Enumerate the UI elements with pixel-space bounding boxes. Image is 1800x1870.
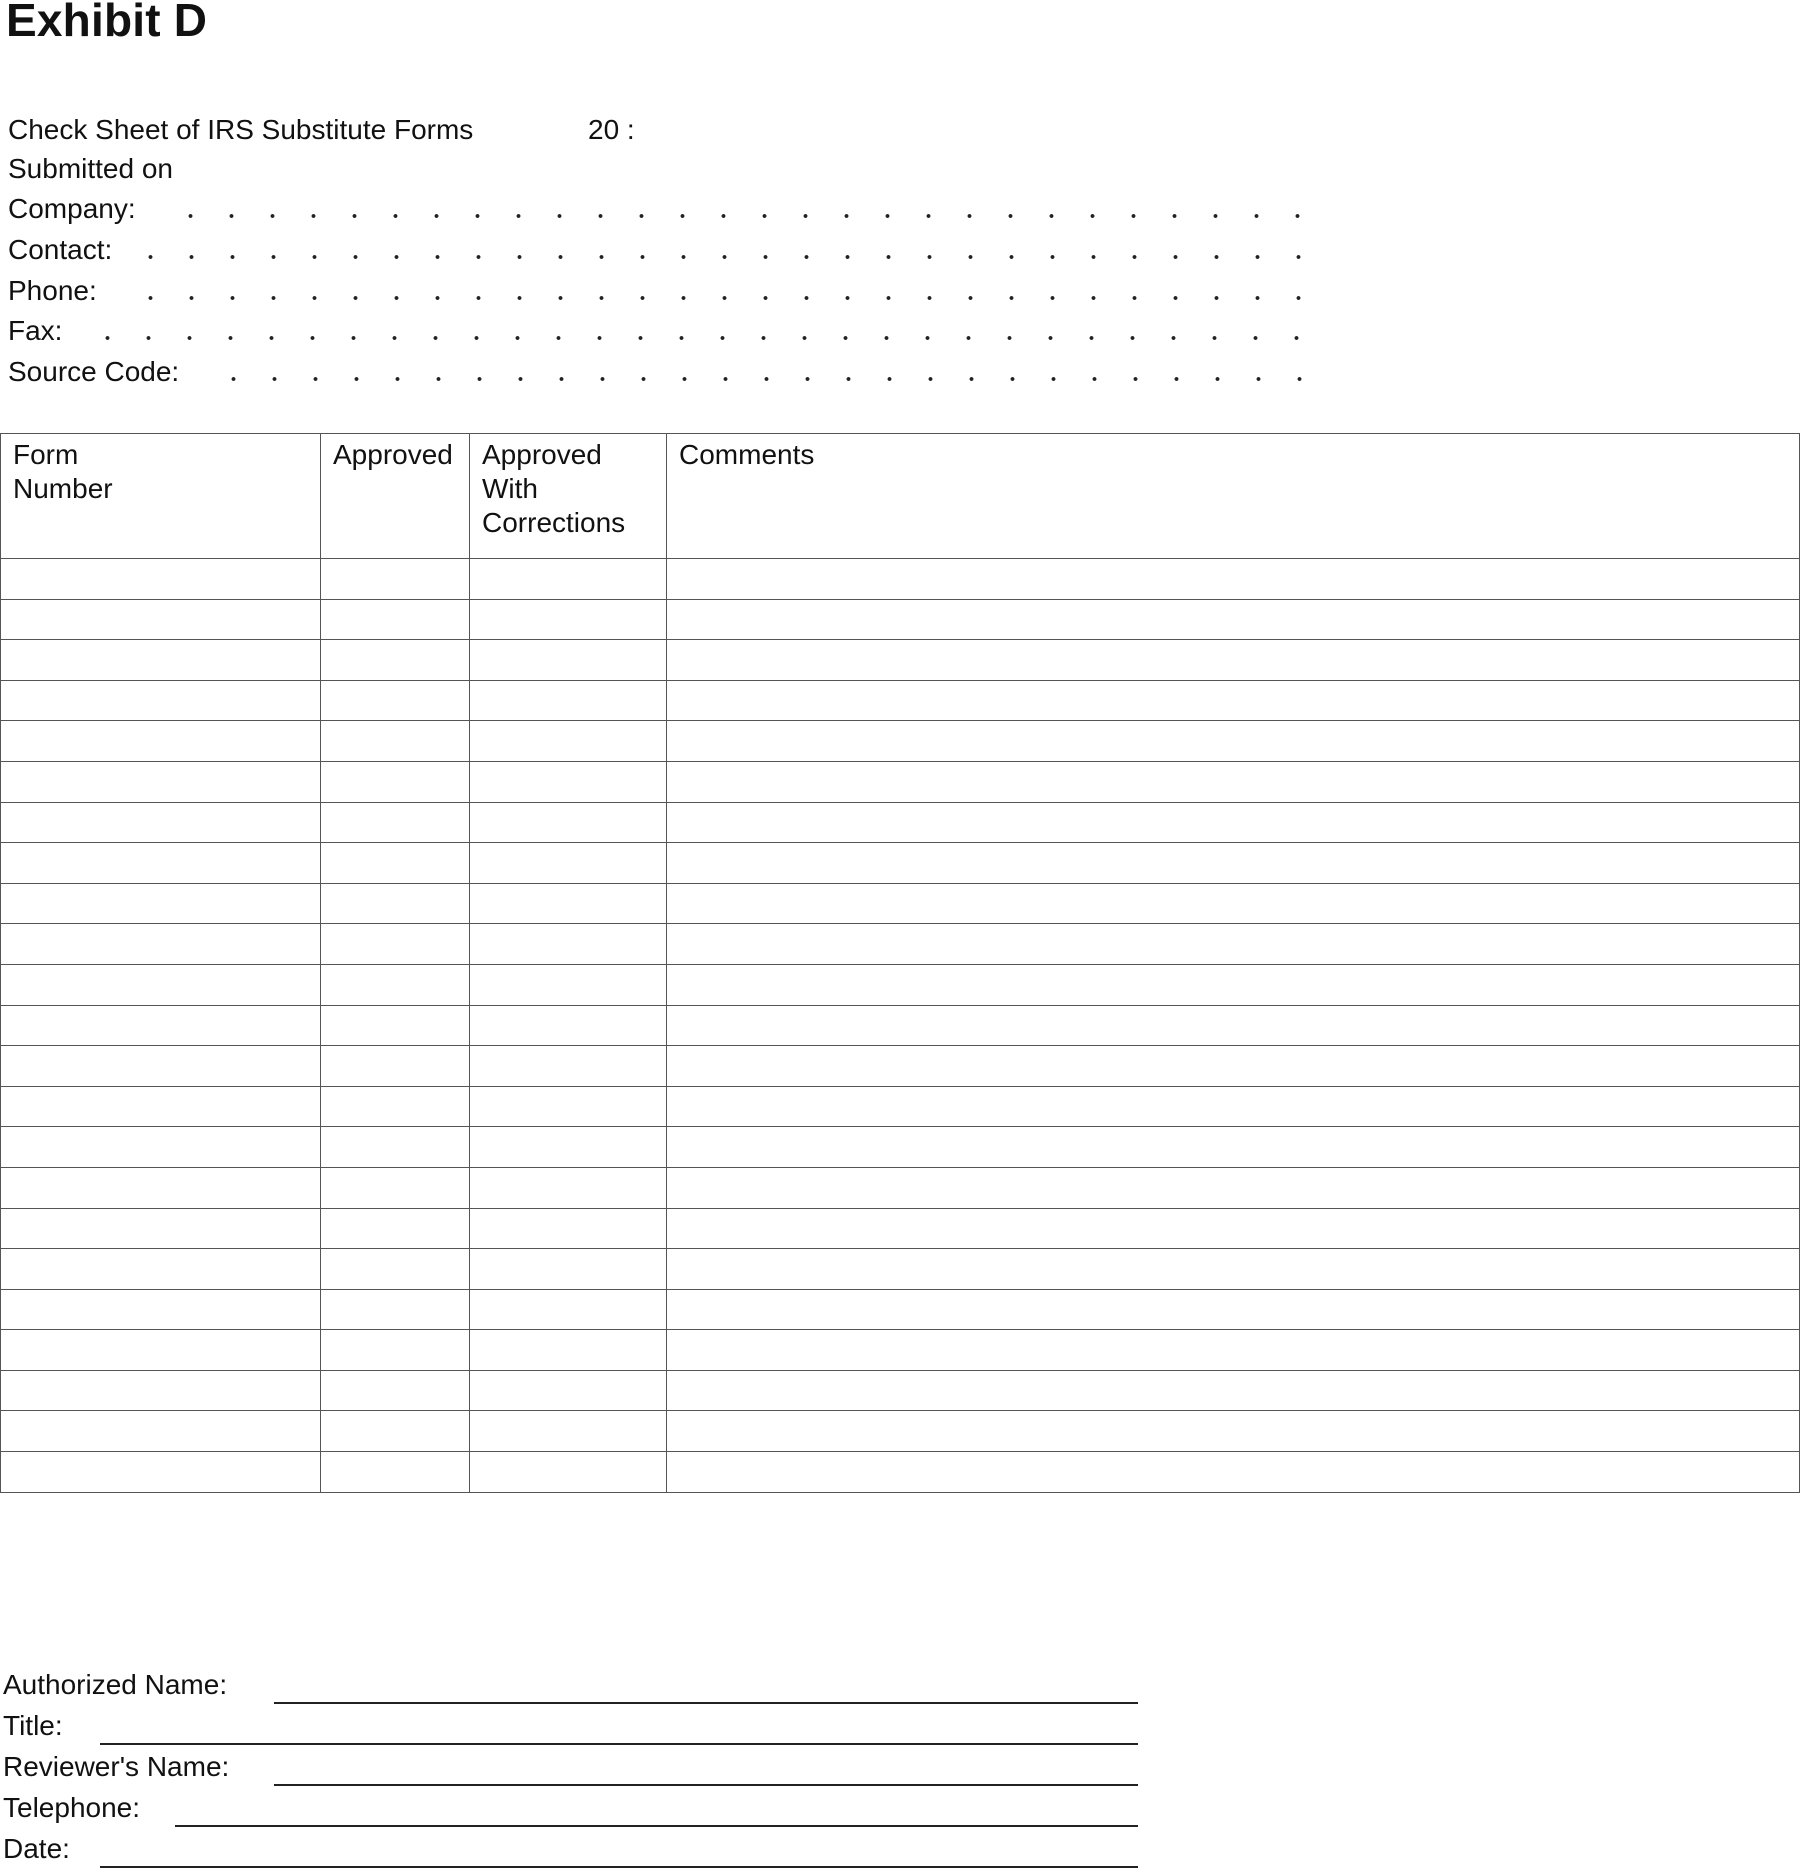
- authorized-name-signature-line[interactable]: [274, 1702, 1138, 1704]
- cell-approved-with-corrections[interactable]: [470, 1086, 667, 1127]
- table-row: [1, 843, 1800, 884]
- cell-comments[interactable]: [667, 559, 1800, 600]
- cell-approved[interactable]: [321, 1411, 470, 1452]
- document-title: Exhibit D: [6, 0, 208, 46]
- table-row: [1, 1046, 1800, 1087]
- cell-approved[interactable]: [321, 1289, 470, 1330]
- cell-form-number[interactable]: [1, 883, 321, 924]
- cell-approved[interactable]: [321, 1167, 470, 1208]
- check-sheet-label: Check Sheet of IRS Substitute Forms: [8, 114, 474, 145]
- telephone-label: Telephone:: [3, 1792, 141, 1823]
- cell-approved-with-corrections[interactable]: [470, 802, 667, 843]
- submitted-on-label: Submitted on: [8, 153, 173, 184]
- cell-approved[interactable]: [321, 924, 470, 965]
- cell-approved-with-corrections[interactable]: [470, 680, 667, 721]
- table-row: [1, 1452, 1800, 1493]
- table-row: [1, 640, 1800, 681]
- cell-comments[interactable]: [667, 1005, 1800, 1046]
- cell-approved-with-corrections[interactable]: [470, 1330, 667, 1371]
- table-row: [1, 883, 1800, 924]
- table-row: [1, 1249, 1800, 1290]
- cell-approved[interactable]: [321, 559, 470, 600]
- table-row: [1, 964, 1800, 1005]
- table-row: [1, 1289, 1800, 1330]
- table-row: [1, 802, 1800, 843]
- table-row: [1, 1167, 1800, 1208]
- cell-form-number[interactable]: [1, 1370, 321, 1411]
- cell-comments[interactable]: [667, 1208, 1800, 1249]
- cell-approved-with-corrections[interactable]: [470, 1046, 667, 1087]
- date-label: Date:: [3, 1833, 70, 1864]
- cell-comments[interactable]: [667, 1452, 1800, 1493]
- company-dotted-leader: [170, 213, 1305, 219]
- table-row: [1, 1127, 1800, 1168]
- cell-approved-with-corrections[interactable]: [470, 1208, 667, 1249]
- table-row: [1, 721, 1800, 762]
- table-row: [1, 1208, 1800, 1249]
- cell-comments[interactable]: [667, 640, 1800, 681]
- table-row: [1, 1005, 1800, 1046]
- column-header-approved: Approved: [321, 434, 470, 559]
- cell-form-number[interactable]: [1, 1005, 321, 1046]
- cell-comments[interactable]: [667, 1086, 1800, 1127]
- cell-approved[interactable]: [321, 1370, 470, 1411]
- cell-form-number[interactable]: [1, 1411, 321, 1452]
- phone-label: Phone:: [8, 275, 97, 306]
- cell-approved-with-corrections[interactable]: [470, 1370, 667, 1411]
- cell-comments[interactable]: [667, 924, 1800, 965]
- cell-form-number[interactable]: [1, 640, 321, 681]
- table-row: [1, 761, 1800, 802]
- cell-approved-with-corrections[interactable]: [470, 1249, 667, 1290]
- cell-form-number[interactable]: [1, 599, 321, 640]
- cell-approved-with-corrections[interactable]: [470, 761, 667, 802]
- cell-comments[interactable]: [667, 843, 1800, 884]
- cell-form-number[interactable]: [1, 802, 321, 843]
- cell-form-number[interactable]: [1, 1046, 321, 1087]
- cell-approved-with-corrections[interactable]: [470, 559, 667, 600]
- cell-form-number[interactable]: [1, 924, 321, 965]
- cell-approved-with-corrections[interactable]: [470, 721, 667, 762]
- column-header-comments: Comments: [667, 434, 1800, 559]
- contact-label: Contact:: [8, 234, 113, 265]
- forms-table: [0, 433, 1800, 1493]
- date-signature-line[interactable]: [100, 1866, 1138, 1868]
- source-code-label: Source Code:: [8, 356, 180, 387]
- reviewer-s-name-label: Reviewer's Name:: [3, 1751, 230, 1782]
- cell-approved[interactable]: [321, 1249, 470, 1290]
- fax-dotted-leader: [87, 335, 1305, 341]
- cell-approved[interactable]: [321, 1330, 470, 1371]
- column-header-approved-with-corrections: Approved With Corrections: [470, 434, 667, 559]
- year-label: 20 :: [588, 114, 635, 145]
- cell-comments[interactable]: [667, 721, 1800, 762]
- cell-comments[interactable]: [667, 964, 1800, 1005]
- cell-form-number[interactable]: [1, 721, 321, 762]
- table-body: [1, 559, 1800, 1493]
- contact-dotted-leader: [130, 254, 1305, 260]
- cell-comments[interactable]: [667, 599, 1800, 640]
- cell-form-number[interactable]: [1, 1249, 321, 1290]
- check-sheet-line: [8, 113, 635, 147]
- phone-dotted-leader: [130, 295, 1305, 301]
- source-code-dotted-leader: [213, 376, 1305, 382]
- title-signature-line[interactable]: [100, 1743, 1138, 1745]
- cell-approved-with-corrections[interactable]: [470, 924, 667, 965]
- cell-comments[interactable]: [667, 1046, 1800, 1087]
- reviewer-s-name-signature-line[interactable]: [274, 1784, 1138, 1786]
- cell-comments[interactable]: [667, 1411, 1800, 1452]
- cell-form-number[interactable]: [1, 680, 321, 721]
- cell-form-number[interactable]: [1, 1330, 321, 1371]
- company-label: Company:: [8, 193, 136, 224]
- table-row: [1, 599, 1800, 640]
- authorized-name-label: Authorized Name:: [3, 1669, 228, 1700]
- cell-comments[interactable]: [667, 1249, 1800, 1290]
- table-row: [1, 1330, 1800, 1371]
- cell-comments[interactable]: [667, 1370, 1800, 1411]
- table-row: [1, 1086, 1800, 1127]
- table-row: [1, 1411, 1800, 1452]
- cell-approved[interactable]: [321, 802, 470, 843]
- cell-approved[interactable]: [321, 721, 470, 762]
- cell-approved[interactable]: [321, 1046, 470, 1087]
- cell-approved-with-corrections[interactable]: [470, 1005, 667, 1046]
- cell-form-number[interactable]: [1, 1289, 321, 1330]
- cell-approved-with-corrections[interactable]: [470, 599, 667, 640]
- cell-approved[interactable]: [321, 1086, 470, 1127]
- cell-comments[interactable]: [667, 1127, 1800, 1168]
- cell-comments[interactable]: [667, 802, 1800, 843]
- cell-approved[interactable]: [321, 680, 470, 721]
- cell-form-number[interactable]: [1, 964, 321, 1005]
- cell-approved-with-corrections[interactable]: [470, 1452, 667, 1493]
- title-label: Title:: [3, 1710, 63, 1741]
- cell-form-number[interactable]: [1, 761, 321, 802]
- column-header-form-number: Form Number: [1, 434, 321, 559]
- cell-approved-with-corrections[interactable]: [470, 843, 667, 884]
- cell-approved-with-corrections[interactable]: [470, 964, 667, 1005]
- cell-form-number[interactable]: [1, 843, 321, 884]
- cell-approved[interactable]: [321, 1127, 470, 1168]
- cell-comments[interactable]: [667, 1289, 1800, 1330]
- cell-comments[interactable]: [667, 1167, 1800, 1208]
- cell-comments[interactable]: [667, 1330, 1800, 1371]
- cell-form-number[interactable]: [1, 1208, 321, 1249]
- cell-approved[interactable]: [321, 640, 470, 681]
- cell-form-number[interactable]: [1, 1127, 321, 1168]
- cell-approved-with-corrections[interactable]: [470, 1411, 667, 1452]
- table-row: [1, 1370, 1800, 1411]
- cell-approved-with-corrections[interactable]: [470, 640, 667, 681]
- cell-approved[interactable]: [321, 843, 470, 884]
- cell-approved-with-corrections[interactable]: [470, 1289, 667, 1330]
- cell-approved-with-corrections[interactable]: [470, 1127, 667, 1168]
- fax-label: Fax:: [8, 315, 63, 346]
- cell-form-number[interactable]: [1, 559, 321, 600]
- cell-approved-with-corrections[interactable]: [470, 883, 667, 924]
- table-header-row: [1, 434, 1800, 559]
- table-row: [1, 924, 1800, 965]
- cell-approved[interactable]: [321, 883, 470, 924]
- cell-form-number[interactable]: [1, 1086, 321, 1127]
- cell-form-number[interactable]: [1, 1452, 321, 1493]
- cell-approved[interactable]: [321, 1005, 470, 1046]
- cell-approved[interactable]: [321, 964, 470, 1005]
- cell-approved[interactable]: [321, 599, 470, 640]
- table-row: [1, 559, 1800, 600]
- cell-comments[interactable]: [667, 761, 1800, 802]
- cell-approved[interactable]: [321, 761, 470, 802]
- cell-form-number[interactable]: [1, 1167, 321, 1208]
- cell-approved[interactable]: [321, 1452, 470, 1493]
- cell-approved-with-corrections[interactable]: [470, 1167, 667, 1208]
- table-row: [1, 680, 1800, 721]
- cell-comments[interactable]: [667, 680, 1800, 721]
- cell-comments[interactable]: [667, 883, 1800, 924]
- cell-approved[interactable]: [321, 1208, 470, 1249]
- telephone-signature-line[interactable]: [175, 1825, 1138, 1827]
